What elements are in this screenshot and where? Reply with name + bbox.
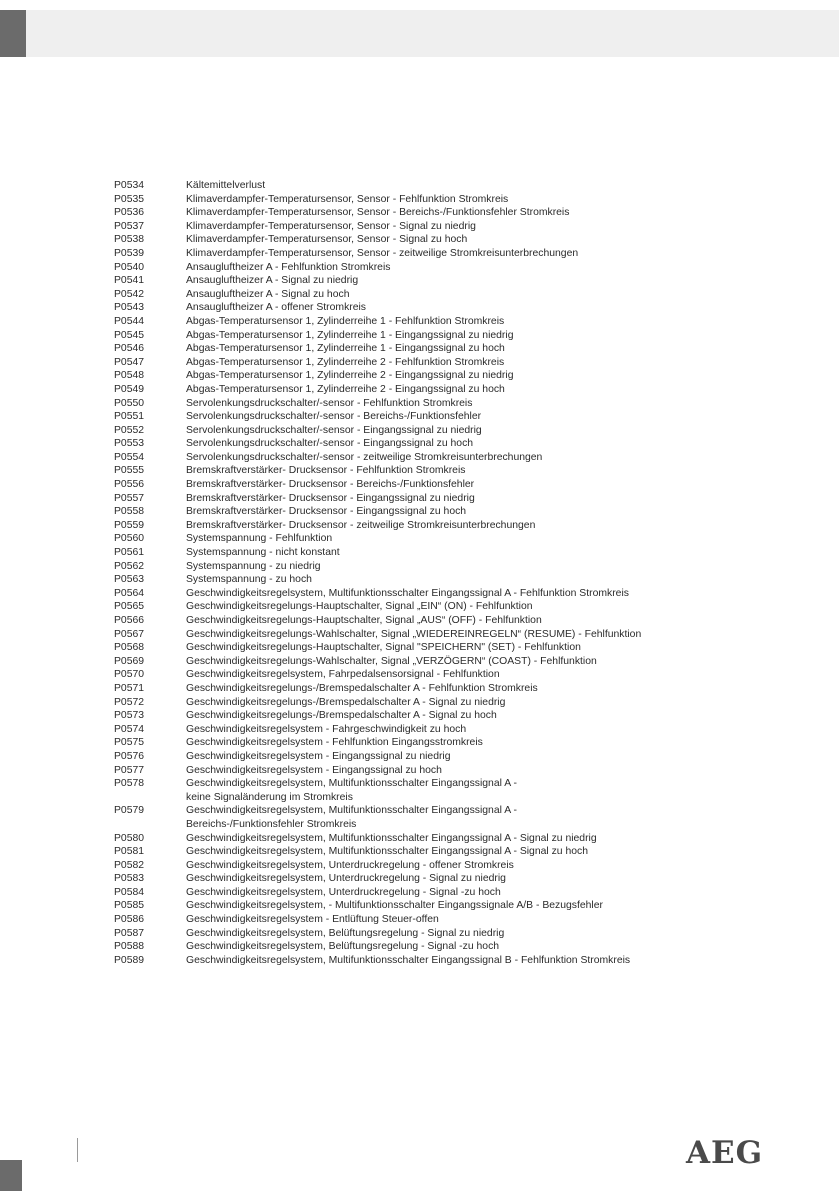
error-description: Servolenkungsdruckschalter/-sensor - zeitweilige Stromkreisunterbrechungen [186,451,543,463]
error-code: P0562 [114,560,145,572]
code-row [114,573,714,587]
error-description: Ansaugluftheizer A - offener Stromkreis [186,302,367,314]
code-row [114,369,714,383]
error-description: Bremskraftverstärker- Drucksensor - Eingangssignal zu hoch [186,506,467,518]
error-description: Bremskraftverstärker- Drucksensor - Fehlfunktion Stromkreis [186,465,466,477]
error-description: Geschwindigkeitsregelsystem, Belüftungsregelung - Signal zu niedrig [186,927,505,939]
code-row [114,832,714,846]
error-code: P0583 [114,873,145,885]
code-row [114,397,714,411]
error-description: Geschwindigkeitsregelsystem, Multifunktionsschalter Eingangssignal A - Fehlfunktion Stromkreis [186,587,629,599]
error-code: P0572 [114,696,145,708]
error-code: P0549 [114,383,145,395]
error-description: Klimaverdampfer-Temperatursensor, Sensor - zeitweilige Stromkreisunterbrechungen [186,247,579,259]
error-code: P0552 [114,424,145,436]
error-description: Geschwindigkeitsregelungs-Hauptschalter, Signal „EIN“ (ON) - Fehlfunktion [186,601,533,613]
footer-tab-marker [0,1160,22,1191]
error-code: P0550 [114,397,145,409]
error-code: P0587 [114,927,145,939]
error-code: P0551 [114,411,145,423]
error-description: Geschwindigkeitsregelsystem, Unterdruckregelung - Signal zu niedrig [186,873,506,885]
error-description: Geschwindigkeitsregelsystem - Entlüftung Steuer-offen [186,914,439,926]
error-code: P0584 [114,886,145,898]
code-row [114,764,714,778]
code-row [114,220,714,234]
error-description: Geschwindigkeitsregelungs-Wahlschalter, Signal „WIEDEREINREGELN“ (RESUME) - Fehlfunktion [186,628,642,640]
code-row [114,233,714,247]
error-code: P0566 [114,615,145,626]
error-description: Bremskraftverstärker- Drucksensor - Bereichs-/Funktionsfehler [186,479,475,491]
error-code: P0577 [114,764,145,776]
error-code: P0542 [114,288,145,300]
code-row [114,940,714,954]
error-description: Kältemittelverlust [186,180,266,191]
error-code: P0559 [114,519,145,531]
error-code: P0563 [114,574,145,586]
code-row [114,777,714,804]
error-description: Geschwindigkeitsregelsystem - Fehlfunktion Eingangsstromkreis [186,737,483,749]
code-row [114,628,714,642]
code-row [114,560,714,574]
error-code: P0548 [114,370,145,382]
error-description: Geschwindigkeitsregelsystem - Eingangssignal zu niedrig [186,750,451,762]
code-row [114,641,714,655]
error-code: P0558 [114,506,145,518]
error-code: P0557 [114,492,145,504]
error-code: P0581 [114,846,145,858]
error-description: Klimaverdampfer-Temperatursensor, Sensor - Signal zu hoch [186,234,468,246]
code-row [114,954,714,968]
error-code: P0565 [114,601,145,613]
code-row [114,410,714,424]
code-row [114,519,714,533]
error-description: Geschwindigkeitsregelsystem, Unterdruckregelung - offener Stromkreis [186,859,514,871]
error-description: Geschwindigkeitsregelsystem - Eingangssignal zu hoch [186,764,442,776]
error-description: Geschwindigkeitsregelsystem, Multifunktionsschalter Eingangssignal A - keine Signaländerung im Stromkreis [186,778,517,803]
code-row [114,206,714,220]
error-code: P0568 [114,642,145,654]
error-description: Ansaugluftheizer A - Signal zu niedrig [186,275,359,287]
code-row [114,668,714,682]
code-row [114,179,714,193]
error-description: Systemspannung - Fehlfunktion [186,533,333,545]
error-code: P0567 [114,628,145,640]
error-description: Geschwindigkeitsregelungs-Hauptschalter, Signal „AUS“ (OFF) - Fehlfunktion [186,615,542,626]
header-tab-marker [0,10,26,57]
error-code: P0540 [114,261,145,273]
error-description: Geschwindigkeitsregelungs-/Bremspedalschalter A - Signal zu hoch [186,710,497,722]
error-code-list [114,179,714,967]
error-code: P0570 [114,669,145,681]
error-code: P0561 [114,547,145,559]
error-description: Geschwindigkeitsregelsystem, Multifunktionsschalter Eingangssignal A - Signal zu niedrig [186,832,597,844]
error-code: P0573 [114,710,145,722]
error-description: Servolenkungsdruckschalter/-sensor - Eingangssignal zu niedrig [186,424,482,436]
error-code: P0575 [114,737,145,749]
error-code: P0564 [114,587,145,599]
error-description: Servolenkungsdruckschalter/-sensor - Fehlfunktion Stromkreis [186,397,473,409]
error-code: P0539 [114,247,145,259]
code-row [114,682,714,696]
code-row [114,804,714,831]
code-row [114,872,714,886]
error-code: P0560 [114,533,145,545]
error-description: Systemspannung - nicht konstant [186,547,340,559]
code-row [114,356,714,370]
code-row [114,927,714,941]
error-code: P0574 [114,723,145,735]
code-row [114,288,714,302]
error-code: P0555 [114,465,145,477]
error-code: P0571 [114,682,145,694]
error-description: Geschwindigkeitsregelungs-Hauptschalter, Signal "SPEICHERN" (SET) - Fehlfunktion [186,642,581,654]
error-code: P0569 [114,655,145,667]
error-description: Geschwindigkeitsregelsystem, Multifunktionsschalter Eingangssignal B - Fehlfunktion Stromkreis [186,954,631,966]
error-code: P0546 [114,343,145,355]
error-code: P0554 [114,451,145,463]
error-code: P0544 [114,315,145,327]
error-description: Servolenkungsdruckschalter/-sensor - Eingangssignal zu hoch [186,438,474,450]
error-code: P0538 [114,234,145,246]
error-code: P0541 [114,275,145,287]
error-code: P0579 [114,805,145,817]
error-description: Geschwindigkeitsregelsystem, - Multifunktionsschalter Eingangssignale A/B - Bezugsfehler [186,900,603,912]
code-row [114,546,714,560]
error-code: P0536 [114,207,145,219]
code-row [114,505,714,519]
code-row [114,709,714,723]
error-code: P0534 [114,180,145,191]
error-description: Ansaugluftheizer A - Fehlfunktion Stromkreis [186,261,391,273]
error-description: Abgas-Temperatursensor 1, Zylinderreihe 1 - Eingangssignal zu hoch [186,343,505,355]
error-code: P0585 [114,900,145,912]
code-row [114,696,714,710]
aeg-logo: AEG [686,1135,764,1171]
error-description: Geschwindigkeitsregelungs-/Bremspedalschalter A - Signal zu niedrig [186,696,506,708]
error-description: Abgas-Temperatursensor 1, Zylinderreihe 2 - Eingangssignal zu niedrig [186,370,514,382]
code-row [114,859,714,873]
code-row [114,913,714,927]
error-description: Systemspannung - zu niedrig [186,560,321,572]
code-row [114,614,714,628]
error-code: P0553 [114,438,145,450]
code-row [114,329,714,343]
code-row [114,492,714,506]
error-description: Abgas-Temperatursensor 1, Zylinderreihe 2 - Fehlfunktion Stromkreis [186,356,505,368]
error-code: P0535 [114,193,145,205]
code-row [114,587,714,601]
error-code: P0543 [114,302,145,314]
error-description: Geschwindigkeitsregelungs-/Bremspedalschalter A - Fehlfunktion Stromkreis [186,682,538,694]
code-row [114,886,714,900]
page-header-bar [0,10,839,57]
code-row [114,301,714,315]
error-description: Geschwindigkeitsregelsystem, Unterdruckregelung - Signal -zu hoch [186,886,501,898]
error-code: P0580 [114,832,145,844]
code-row [114,899,714,913]
code-row [114,315,714,329]
error-description: Bremskraftverstärker- Drucksensor - zeitweilige Stromkreisunterbrechungen [186,519,536,531]
error-code: P0578 [114,778,145,790]
code-row [114,723,714,737]
error-code: P0588 [114,941,145,953]
code-row [114,451,714,465]
error-code: P0576 [114,750,145,762]
error-description: Systemspannung - zu hoch [186,574,312,586]
error-code: P0547 [114,356,145,368]
code-row [114,342,714,356]
code-row [114,750,714,764]
code-row [114,736,714,750]
error-description: Bremskraftverstärker- Drucksensor - Eingangssignal zu niedrig [186,492,475,504]
error-description: Abgas-Temperatursensor 1, Zylinderreihe 1 - Eingangssignal zu niedrig [186,329,514,341]
error-code: P0556 [114,479,145,491]
code-row [114,600,714,614]
error-description: Geschwindigkeitsregelsystem, Belüftungsregelung - Signal -zu hoch [186,941,500,953]
error-description: Geschwindigkeitsregelsystem, Multifunktionsschalter Eingangssignal A - Bereichs-/Funktionsfehler Stromkreis [186,805,517,830]
code-row [114,424,714,438]
error-description: Klimaverdampfer-Temperatursensor, Sensor - Signal zu niedrig [186,220,476,232]
code-row [114,464,714,478]
footer-divider [77,1138,78,1162]
error-code: P0589 [114,954,145,966]
code-row [114,193,714,207]
error-description: Ansaugluftheizer A - Signal zu hoch [186,288,350,300]
error-code: P0545 [114,329,145,341]
code-row [114,655,714,669]
error-code: P0537 [114,220,145,232]
code-row [114,478,714,492]
error-description: Abgas-Temperatursensor 1, Zylinderreihe 1 - Fehlfunktion Stromkreis [186,315,505,327]
error-description: Klimaverdampfer-Temperatursensor, Sensor - Fehlfunktion Stromkreis [186,193,509,205]
code-row [114,247,714,261]
error-description: Geschwindigkeitsregelsystem, Fahrpedalsensorsignal - Fehlfunktion [186,669,500,681]
error-description: Servolenkungsdruckschalter/-sensor - Bereichs-/Funktionsfehler [186,411,482,423]
code-row [114,274,714,288]
code-row [114,845,714,859]
code-row [114,261,714,275]
code-row [114,532,714,546]
error-code: P0586 [114,914,145,926]
code-row [114,437,714,451]
code-row [114,383,714,397]
error-description: Abgas-Temperatursensor 1, Zylinderreihe 2 - Eingangssignal zu hoch [186,383,505,395]
error-description: Klimaverdampfer-Temperatursensor, Sensor - Bereichs-/Funktionsfehler Stromkreis [186,207,570,219]
error-code: P0582 [114,859,145,871]
error-description: Geschwindigkeitsregelungs-Wahlschalter, Signal „VERZÖGERN“ (COAST) - Fehlfunktion [186,655,597,667]
error-description: Geschwindigkeitsregelsystem, Multifunktionsschalter Eingangssignal A - Signal zu hoch [186,846,588,858]
error-description: Geschwindigkeitsregelsystem - Fahrgeschwindigkeit zu hoch [186,723,467,735]
